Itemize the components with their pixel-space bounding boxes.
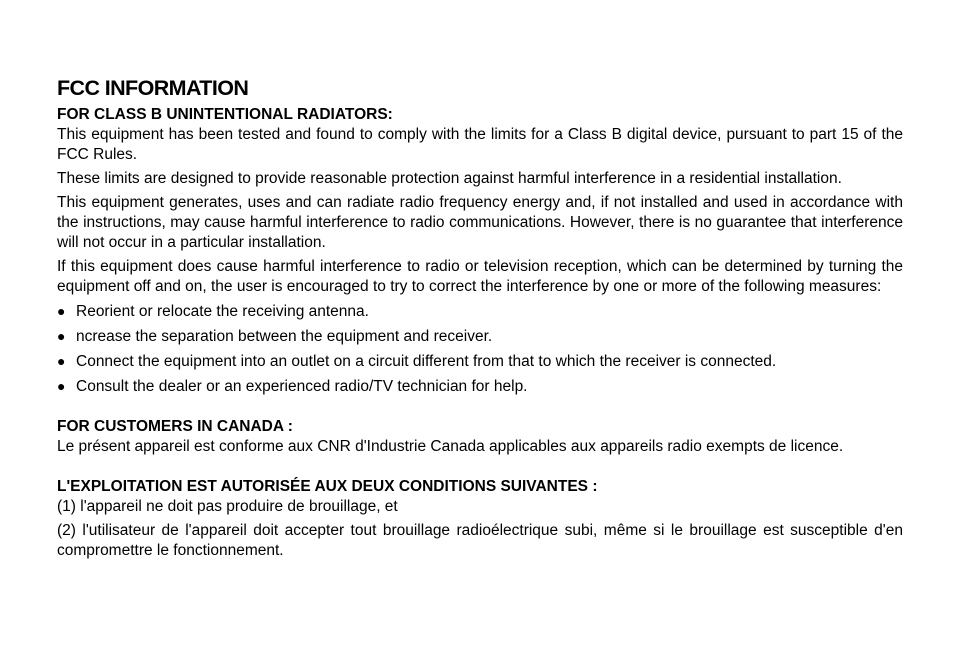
measure-text: Consult the dealer or an experienced radio/TV technician for help. xyxy=(76,378,528,395)
section-spacer xyxy=(57,461,903,477)
bullet-icon: ● xyxy=(57,303,66,319)
list-item xyxy=(57,326,903,347)
conditions-heading: L'EXPLOITATION EST AUTORISÉE AUX DEUX CONDITIONS SUIVANTES : xyxy=(57,478,598,495)
fcc-paragraph-radiation: This equipment generates, uses and can radiate radio frequency energy and, if not installed and used in accordance with the instructions, may cause harmful interference to radio communications. However, there is no guarantee that interference will not occur in a particular installation. xyxy=(57,194,903,251)
list-item xyxy=(57,376,903,397)
fcc-paragraph-measures-intro: If this equipment does cause harmful interference to radio or television reception, which can be determined by turning the equipment off and on, the user is encouraged to try to correct the interference by one or more of the following measures: xyxy=(57,258,903,295)
bullet-icon: ● xyxy=(57,378,66,394)
section-spacer xyxy=(57,401,903,417)
bullet-icon: ● xyxy=(57,353,66,369)
fcc-paragraph-limits: These limits are designed to provide reasonable protection against harmful interference in a residential installation. xyxy=(57,170,842,187)
fcc-paragraph-compliance: This equipment has been tested and found to comply with the limits for a Class B digital device, pursuant to part 15 of the FCC Rules. xyxy=(57,126,903,163)
measure-text: Connect the equipment into an outlet on a circuit different from that to which the receiver is connected. xyxy=(76,353,777,370)
canada-heading: FOR CUSTOMERS IN CANADA : xyxy=(57,418,293,435)
condition-item-2: (2) l'utilisateur de l'appareil doit accepter tout brouillage radioélectrique subi, même si le brouillage est susceptible d'en compromettre le fonctionnement. xyxy=(57,522,903,559)
list-item xyxy=(57,351,903,372)
canada-paragraph: Le présent appareil est conforme aux CNR d'Industrie Canada applicables aux appareils radio exempts de licence. xyxy=(57,438,844,455)
list-item xyxy=(57,301,903,322)
class-b-heading: FOR CLASS B UNINTENTIONAL RADIATORS: xyxy=(57,106,393,123)
fcc-title: FCC INFORMATION xyxy=(57,76,249,100)
document-page xyxy=(57,75,903,565)
bullet-icon: ● xyxy=(57,328,66,344)
condition-item-1: (1) l'appareil ne doit pas produire de brouillage, et xyxy=(57,498,398,515)
measure-text: ncrease the separation between the equipment and receiver. xyxy=(76,328,493,345)
measures-list xyxy=(57,301,903,397)
measure-text: Reorient or relocate the receiving antenna. xyxy=(76,303,369,320)
